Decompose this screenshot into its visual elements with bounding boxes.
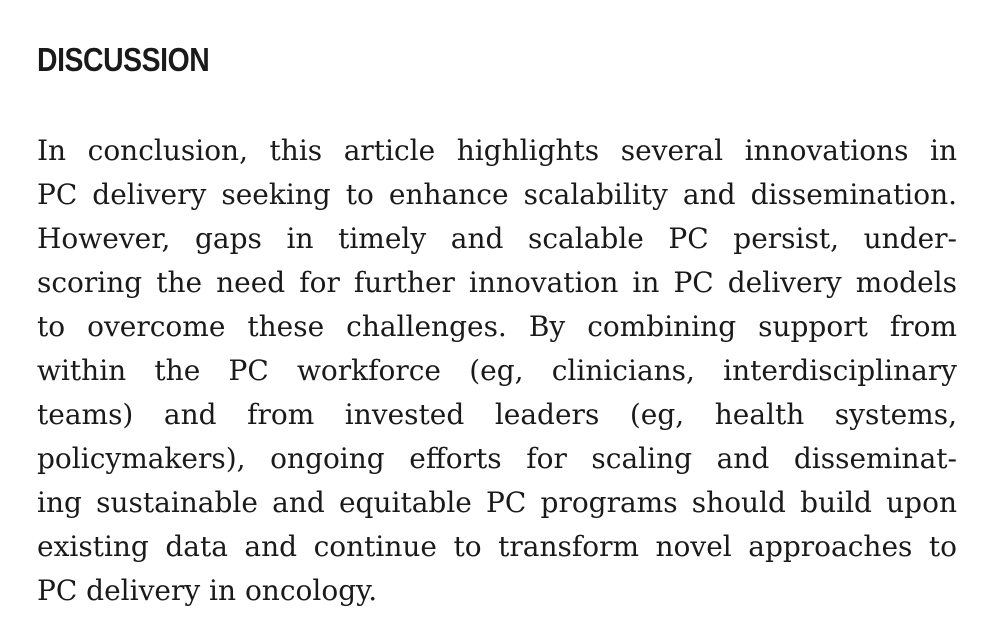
- discussion-paragraph: [37, 129, 957, 613]
- paragraph-line: ing sustainable and equitable PC programs should build upon: [37, 486, 957, 519]
- paragraph-line: to overcome these challenges. By combining support from: [37, 310, 957, 343]
- paragraph-line: teams) and from invested leaders (eg, health systems,: [37, 398, 957, 431]
- paragraph-line: However, gaps in timely and scalable PC persist, under-: [37, 222, 957, 255]
- paragraph-line: policymakers), ongoing efforts for scaling and disseminat-: [37, 442, 957, 475]
- paragraph-line: scoring the need for further innovation in PC delivery models: [37, 266, 957, 299]
- paragraph-line: PC delivery seeking to enhance scalability and dissemination.: [37, 178, 957, 211]
- paragraph-line: PC delivery in oncology.: [37, 574, 378, 607]
- paragraph-line: within the PC workforce (eg, clinicians, interdisciplinary: [37, 354, 957, 387]
- section-heading: DISCUSSION: [37, 41, 210, 78]
- paragraph-line: In conclusion, this article highlights several innovations in: [37, 134, 957, 167]
- paragraph-line: existing data and continue to transform novel approaches to: [37, 530, 957, 563]
